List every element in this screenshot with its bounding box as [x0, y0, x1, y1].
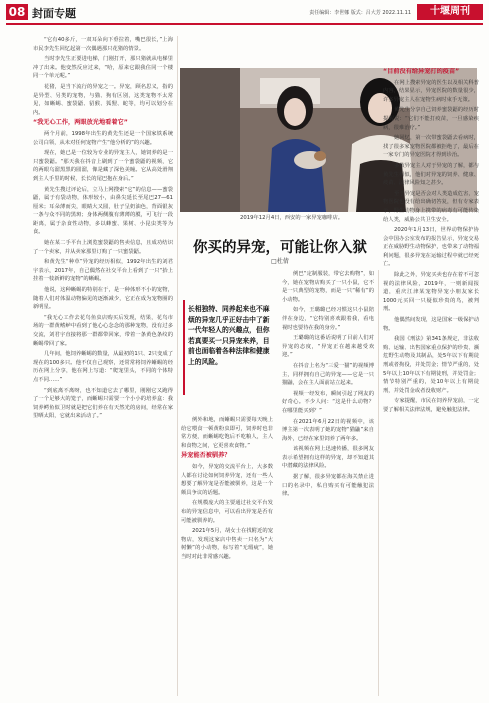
body-paragraph: 据了解，很多异宠都在海关禁止进口的名录中，私自购买有可能触犯法律。 [282, 474, 374, 498]
body-paragraph: 至于异宠是否会对人类造成危害，宠物医院也没有给出确切答复，但有专家表示，野生动物身上携带的病毒有可能传染给人类，威胁公共卫生安全。 [383, 190, 479, 223]
masthead [0, 0, 489, 24]
body-paragraph: 现在，她已是一位较为专业的异宠主人，她饲养的是一只蜜袋鼯。“那天我在抖音上刷到了一个蜜袋鼯的视频，它的两眼乌溜黑黑的圆溜，像是藏了深色美瞳。它从高处滑翔到主人手里的时候，长长的尾巴抱在身后。” [33, 150, 173, 182]
body-paragraph: “到底离不离呀，也不知道它去了哪里，刚刚它又跑得了一个足够大的笼子，而蜥蜴只需要一个小小的培养盒：我饲养鳄鱼似卫时就是把它们养在有天然光的房间，经常在家里晒太阳，它就出来活动了。” [33, 387, 173, 420]
body-paragraph: 王璐璐的这番话说明了目前人们对异宠的态度，“异宠正在越来越受欢迎。” [282, 335, 374, 359]
paper-name: 十堰周刊 [417, 4, 483, 20]
body-paragraph: 黄先生分享自己饲养蜜袋鼯的经历时提醒说：“它们不能打疫苗，一旦感染疾病，很难治疗。” [383, 107, 479, 131]
body-paragraph: “我无心工作去花鸟鱼虫店购买后发现，结果，花鸟市场的一群黄鳍鲈中看到了他心心念念的那种宠物，没有过多交流，刘君宇直接将那一群都带回家，带着一条黄色条纹的蜥蜴带回了家。 [33, 314, 173, 347]
subheading: 异宠能否被驯养？ [181, 452, 231, 460]
column-3 [282, 270, 374, 696]
body-paragraph: 黄先生搜过评论后，立马上网搜索“它”的信息——蜜袋鼯，属于有袋动物，体形较小，由鼻尖延长至尾巴27—61厘米；耳朵薄而尖，眼睛大又圆，肚子呈奶油色，背面银灰一条与众不同的黑斑；身体两侧腹有薄薄的膜，可飞行一段距离，属于杂食性动物，多以蜂蜜、果树、小昆虫类等为食。 [33, 186, 173, 236]
body-paragraph: 和黄先生“种草”异宠的经历相似，1992年出生的刘君宇表示，2017年，自己偶然在社交平台上看到了一只“抬上挂着一枝新鲜的宠物”的蜥蜴。 [33, 259, 173, 283]
body-paragraph: 例外和地，而蜥蜴只需要每天晚上给它喂食一顿黄粉虫即可，饲养时也非常方便，而蜥蜴吃饱后不吃粮人，主人和食物之间，它更喜欢食物。” [181, 417, 273, 449]
body-paragraph: 她回忆，第一次带蜜袋鼯去看病时，找了很多家宠物医院都被拒绝了，最后在一家专门的异宠医院才得到诊治。 [383, 135, 479, 159]
body-paragraph: 我国《刑法》第341条规定，非法收购、运输、出售国家重点保护的珍贵、濒危野生动物及其制品，处5年以下有期徒刑或者拘役，并处罚金；情节严重的，处5年以上10年以下有期徒刑，并处罚金；情节特别严重的，处10年以上有期徒刑，并处罚金或者没收财产。 [383, 336, 479, 394]
body-paragraph: 在规模庞大的主要通过社交平台发布的异宠信息中，可以看出异宠是否有可能被驯养的。 [181, 500, 273, 524]
column-4 [383, 68, 479, 696]
body-paragraph: 例巴“定制服装，带它去购物”，如今，她在宠物店购买了一只小鼠，它不是一只典型的宠物，而是一只“稀有”的小动物。 [282, 271, 374, 303]
credits-line: 责任编辑：李世娜 版式：吕大芳 2022.11.11 [309, 10, 411, 16]
body-paragraph: 当时李先生正要进电梯，门刚打开，那只猪就从电梯里冲了出来。他变然反应过来，“哈，原来它跟我住同一个楼同一个单元呢。” [33, 56, 173, 80]
column-divider [177, 36, 178, 696]
pull-quote: 长相独特、同养起来也不麻烦的异宠几乎正好击中了新一代年轻人的兴趣点，但你若真要买一只异宠来养，目前也面临着各种法律和健康上的风险。 [188, 305, 270, 366]
body-paragraph: 她在某二手平台上浏览蜜袋鼯的售卖信息，且成功结识了一个卖家，并从卖家那里订购了一只蜜袋鼯。 [33, 240, 173, 255]
pull-quote-bar [183, 300, 185, 395]
body-paragraph: 该视频在网上迅速传播，很多网友表示希望拥有这样的异宠，却不知道其中潜藏的法律风险。 [282, 446, 374, 470]
body-paragraph: 他偶然间发现，这是国家一级保护动物。 [383, 317, 479, 332]
body-paragraph: 如今，异宠的交流平台上，大多数人都在讨论如何饲养异宠，还有一些人想要了解异宠是否能被驯养，这是一个颇具争议的话题。 [181, 463, 273, 496]
body-paragraph: 在网上搜索异宠的医生以及相关科普内容，结果显示，异宠医院的数量很少，许多异宠主人在宠物生病时束手无策。 [383, 79, 479, 103]
column-1 [33, 36, 173, 696]
body-paragraph: 他说，这种蜥蜴的特别在于，是一种体形不小的宠物，随着人们对体温动物偏见的逐渐减少，它正在成为宠物圈的新明星。 [33, 287, 173, 311]
body-paragraph: 2021年5月，胡女士在找附近的宠物店，发现这家店中售卖一只名为“大树懒”的小动物，标写着“无瑕疵”，她当时对此非常感兴趣。 [181, 528, 273, 560]
subheading: “我无心工作，两眼放光地看着它” [33, 119, 128, 127]
photo-caption: 2019年12月4日，西安的一家异宠咖啡店。 [240, 215, 344, 221]
page-number: 08 [6, 4, 28, 20]
body-paragraph: 在抖音上名为“三爱一猫”的视频博主，同样拥有自己的异宠——它是一只猫鼬，会在主人面前站立起来。 [282, 362, 374, 387]
body-paragraph: 两个月前，1998年出生的黄先生还是一个国家铁系统公司白领，从未对任何宠物产生“他分析的”的兴趣。 [33, 130, 173, 146]
body-paragraph: 几年间，他饲养蜥蜴的数量，从最初的1只、2只变成了现在的100多只。他不仅自己观察，还常常将饲养蜥蜴的经历在网上分享，他在网上写道：“爬宠里头，不同的个体特点不同……” [33, 351, 173, 383]
body-paragraph: 在2021年6月22日的视频中，该博主第一次表明了她的宠物“猫鼬”来自海外，已经在家里饲养了两年多。 [282, 418, 374, 442]
body-paragraph: 视频一经发布，瞬间引起了网友的好奇心。不少人问：“这是什么动物？在哪里能买到？” [282, 390, 374, 414]
body-paragraph: 多数异宠主人对于异宠的了解，都与黄先生相似，他们对异宠的饲养、健康、疫苗、法律风险知之甚少。 [383, 162, 479, 187]
column-divider [378, 270, 379, 696]
column-2 [181, 416, 273, 696]
byline: □杜倩 [271, 258, 289, 265]
body-paragraph: 花猪，是当下流行的异宠之一。异宠，顾名思义，指的是异型、另类的宠物，与猫、狗有区别，这类宠物不太常见，如蜥蜴、蜜袋鼯、貂猴、狐狸、蛇等，均可以划分在内。 [33, 83, 173, 116]
body-paragraph: 除此之外，异宠买卖也存在着不可忽视的法律风险，2019年，一则新闻报道，重庆江津某宠物异宠小朋友家长1000元买回一只疑似珍贵的鸟，被判刑。 [383, 272, 479, 313]
subheading: “目前没有给异宠打的疫苗” [383, 68, 460, 75]
header-rule [6, 23, 483, 25]
article-title: 你买的异宠，可能让你入狱 [193, 239, 367, 256]
section-title: 封面专题 [32, 7, 76, 20]
body-paragraph: 2020年1月13日，世界动物保护协会中国办公室发布的报告显示，异宠交易正在威胁野生动物保护，也带来了动物福利问题，很多异宠在运输过程中就已经死亡。 [383, 227, 479, 268]
body-paragraph: “它有40多斤，一双耳朵向下垂拉着，嘴巴很长，”上海市民李先生回忆起第一次偶遇那只花猪的情景。 [33, 37, 173, 52]
body-paragraph: 专家提醒，市民在饲养异宠前，一定要了解相关法律法规，避免触犯法律。 [383, 398, 479, 413]
body-paragraph: 如今，王璐璐已经习惯这只小鼠陪伴在身边，“它特别喜欢跟着我，看电视时也要待在我的身旁。” [282, 307, 374, 331]
